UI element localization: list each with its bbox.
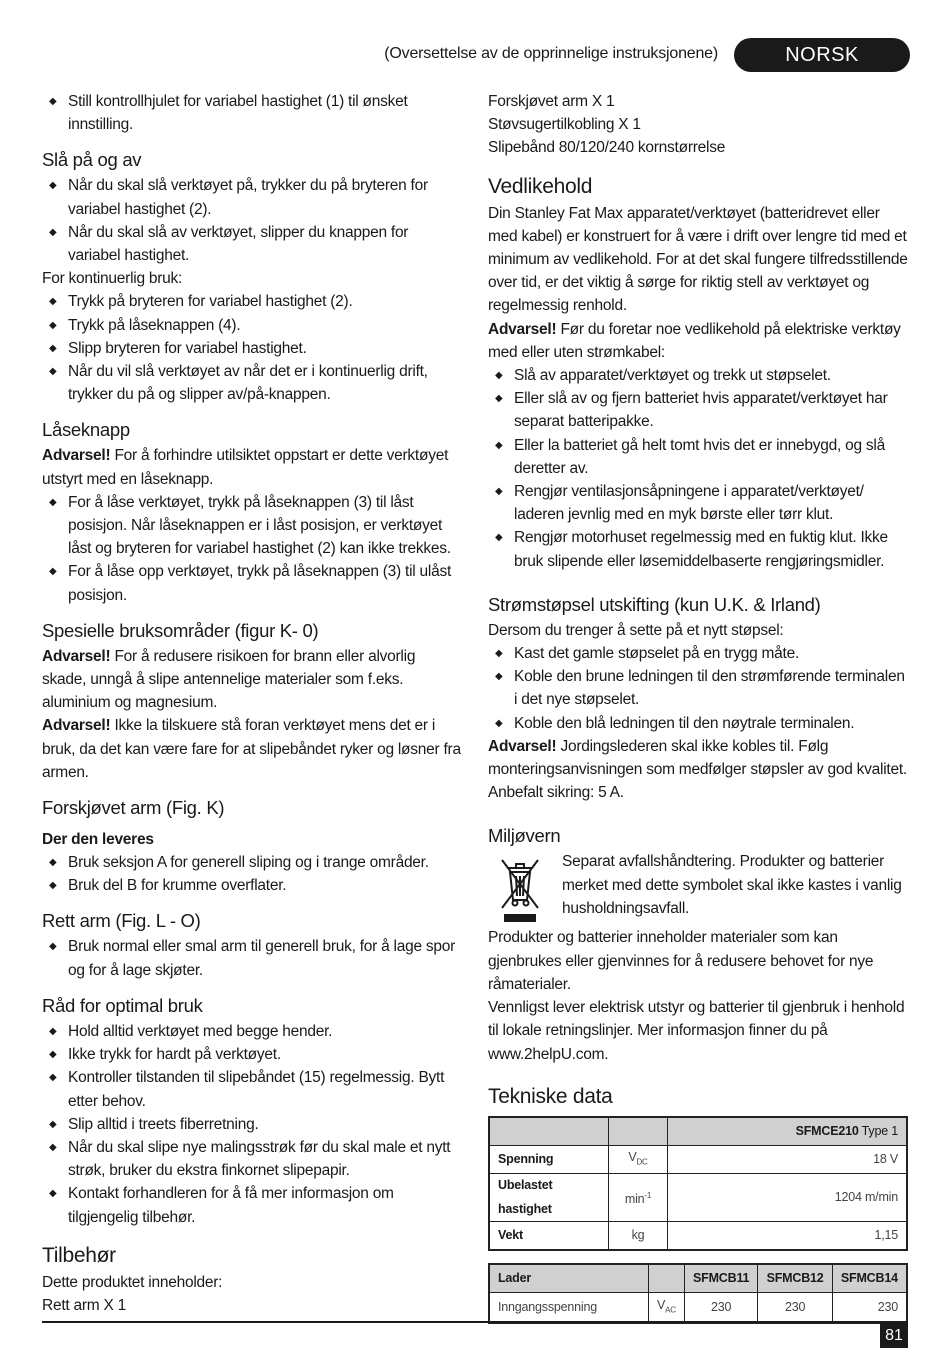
row-label: Ubelastet hastighet xyxy=(489,1174,609,1221)
list-item: ◆ Når du skal slå verktøyet på, trykker du på bryteren for variabel hastighet (2). xyxy=(42,174,462,220)
list-item: ◆ Slå av apparatet/verktøyet og trekk ut støpselet. xyxy=(488,364,910,387)
continuous-label: For kontinuerlig bruk: xyxy=(42,270,183,288)
list-item: ◆ Trykk på bryteren for variabel hastighet (2). xyxy=(42,290,462,313)
list-item: ◆ Rengjør ventilasjonsåpningene i apparatet/verktøyet/ laderen jevnlig med en myk børste eller tørr klut. xyxy=(488,480,910,526)
table-row xyxy=(489,1174,907,1221)
model-cell xyxy=(668,1117,908,1146)
table-cell xyxy=(489,1117,609,1146)
warning-label: Advarsel! xyxy=(42,447,111,465)
list-item: ◆ Kontakt forhandleren for å få mer informasjon om tilgjengelig tilbehør. xyxy=(42,1182,462,1228)
value-cell: 1,15 xyxy=(668,1221,908,1250)
warning-text: For å redusere risikoen for brann eller alvorlig skade, unngå å slipe antennelige materialer som f.eks. aluminium og magnesium. xyxy=(42,647,416,712)
list-item: ◆ Koble den brune ledningen til den strømførende terminalen i det nye støpselet. xyxy=(488,665,910,711)
lock-list xyxy=(42,491,462,607)
page-header xyxy=(0,38,950,74)
table-cell xyxy=(609,1117,668,1146)
charger-model: SFMCB14 xyxy=(832,1264,907,1293)
section-title-tech: Tekniske data xyxy=(488,1084,613,1108)
list-item: ◆ Eller la batteriet gå helt tomt hvis det er innebygd, og slå deretter av. xyxy=(488,434,910,480)
table-row xyxy=(489,1221,907,1250)
maintenance-text: Din Stanley Fat Max apparatet/verktøyet (batteridrevet eller med kabel) er konstruert for å være i drift over lengre tid med et minimum av vedlikehold. For at det skal fungere tilfredsstillende over tid, er det viktig å sørge for riktig stell av verktøyet og regelmessig renhold. xyxy=(488,204,908,315)
left-column xyxy=(42,90,462,1317)
accessory-item: Slipebånd 80/120/240 kornstørrelse xyxy=(488,139,726,157)
section-title-straight-arm: Rett arm (Fig. L - O) xyxy=(42,910,201,932)
warning-text: Jordingslederen skal ikke kobles til. Følg monteringsanvisningen som medfølger støpsler av god kvalitet. Anbefalt sikring: 5 A. xyxy=(488,737,907,802)
warning-label: Advarsel! xyxy=(42,647,111,665)
unit: min xyxy=(624,1192,645,1207)
unit-cell xyxy=(609,1145,668,1174)
right-column xyxy=(488,90,910,1324)
accessory-item: Støvsugertilkobling X 1 xyxy=(488,116,641,134)
section-title-maintenance: Vedlikehold xyxy=(488,174,593,198)
page-number: 81 xyxy=(880,1323,908,1348)
maintenance-warning xyxy=(488,318,910,364)
accessory-item: Forskjøvet arm X 1 xyxy=(488,93,615,110)
list-item: ◆ Still kontrollhjulet for variabel hastighet (1) til ønsket innstilling. xyxy=(42,90,462,136)
section-title-plug: Strømstøpsel utskifting (kun U.K. & Irland) xyxy=(488,593,821,615)
table-cell xyxy=(649,1264,685,1293)
list-item: ◆ Trykk på låseknappen (4). xyxy=(42,314,462,337)
on-off-list xyxy=(42,174,462,267)
warning-label: Advarsel! xyxy=(488,737,557,755)
list-item: ◆ Kast det gamle støpselet på en trygg måte. xyxy=(488,642,910,665)
accessories-intro: Dette produktet inneholder: xyxy=(42,1273,223,1291)
list-item: ◆ Hold alltid verktøyet med begge hender. xyxy=(42,1020,462,1043)
list-item: ◆ Slipp bryteren for variabel hastighet. xyxy=(42,337,462,360)
charger-model: SFMCB11 xyxy=(684,1264,758,1293)
offset-arm-subtitle: Der den leveres xyxy=(42,831,154,849)
section-title-accessories: Tilbehør xyxy=(42,1243,116,1267)
row-label: Vekt xyxy=(489,1221,609,1250)
language-badge: NORSK xyxy=(734,38,910,72)
table-row xyxy=(489,1292,907,1323)
unit: V xyxy=(628,1149,637,1164)
list-item: ◆ Når du skal slipe nye malingsstrøk før du skal male et nytt strøk, bruker du ekstra finkornet slipepapir. xyxy=(42,1136,462,1182)
table-row xyxy=(489,1264,907,1293)
plug-intro: Dersom du trenger å sette på et nytt støpsel: xyxy=(488,621,784,639)
charger-label: Lader xyxy=(489,1264,649,1293)
tech-table xyxy=(488,1116,908,1251)
table-row xyxy=(489,1145,907,1174)
special-warning-1 xyxy=(42,645,462,715)
list-item: ◆ Når du vil slå verktøyet av når det er i kontinuerlig drift, trykker du på og slipper av/på-knappen. xyxy=(42,360,462,406)
offset-arm-list xyxy=(42,851,462,897)
list-item: ◆ Når du skal slå av verktøyet, slipper du knappen for variabel hastighet. xyxy=(42,221,462,267)
value-cell: 230 xyxy=(758,1292,832,1323)
warning-label: Advarsel! xyxy=(488,320,557,338)
list-item: ◆ Bruk del B for krumme overflater. xyxy=(42,874,462,897)
maintenance-list xyxy=(488,364,910,573)
continuous-list xyxy=(42,290,462,406)
list-item: ◆ Ikke trykk for hardt på verktøyet. xyxy=(42,1043,462,1066)
list-item: ◆ Eller slå av og fjern batteriet hvis apparatet/verktøyet har separat batteripakke. xyxy=(488,387,910,433)
table-row xyxy=(489,1117,907,1146)
charger-model: SFMCB12 xyxy=(758,1264,832,1293)
speed-list xyxy=(42,90,462,136)
section-title-on-off: Slå på og av xyxy=(42,149,142,171)
model-name: SFMCE210 xyxy=(795,1123,859,1138)
warning-text: Ikke la tilskuere stå foran verktøyet mens det er i bruk, da det kan være fare for at slipebåndet ryker og løsner fra armen. xyxy=(42,717,461,781)
warning-label: Advarsel! xyxy=(42,717,111,735)
crossed-bin-icon xyxy=(496,854,544,926)
row-label: Spenning xyxy=(489,1145,609,1174)
section-title-special: Spesielle bruksområder (figur K- 0) xyxy=(42,619,319,641)
value-cell: 18 V xyxy=(668,1145,908,1174)
unit-cell xyxy=(649,1292,685,1323)
section-title-environment: Miljøvern xyxy=(488,825,561,847)
straight-arm-list xyxy=(42,935,462,981)
environment-block xyxy=(488,850,910,926)
section-title-offset-arm: Forskjøvet arm (Fig. K) xyxy=(42,797,225,819)
list-item: ◆ Slip alltid i treets fiberretning. xyxy=(42,1113,462,1136)
row-label: Inngangsspenning xyxy=(489,1292,649,1323)
unit-cell xyxy=(609,1174,668,1221)
environment-text-1: Produkter og batterier inneholder materialer som kan gjenbrukes eller gjenvinnes for å redusere behovet for nye råmaterialer. xyxy=(488,929,874,993)
value-cell: 230 xyxy=(684,1292,758,1323)
environment-icon-text: Separat avfallshåndtering. Produkter og batterier merket med dette symbolet skal ikke kastes i vanlig husholdningsavfall. xyxy=(562,853,902,917)
list-item: ◆ Rengjør motorhuset regelmessig med en fuktig klut. Ikke bruk slipende eller løsemiddelbaserte rengjøringsmidler. xyxy=(488,526,910,572)
unit-sub: AC xyxy=(665,1305,676,1315)
charger-table xyxy=(488,1263,908,1325)
tips-list xyxy=(42,1020,462,1229)
list-item: ◆ Kontroller tilstanden til slipebåndet (15) regelmessig. Bytt etter behov. xyxy=(42,1066,462,1112)
unit: V xyxy=(657,1297,666,1312)
value-cell: 230 xyxy=(832,1292,907,1323)
unit-sup: -1 xyxy=(644,1190,652,1200)
list-item: ◆ Koble den blå ledningen til den nøytrale terminalen. xyxy=(488,712,910,735)
unit-sub: DC xyxy=(636,1157,648,1167)
list-item: ◆ For å låse opp verktøyet, trykk på låseknappen (3) til ulåst posisjon. xyxy=(42,560,462,606)
plug-warning xyxy=(488,735,910,805)
lock-warning xyxy=(42,444,462,490)
header-subtitle: (Oversettelse av de opprinnelige instruksjonene) xyxy=(384,45,718,62)
value-cell: 1204 m/min xyxy=(668,1174,908,1221)
list-item: ◆ Bruk seksjon A for generell sliping og i trange områder. xyxy=(42,851,462,874)
footer-divider xyxy=(42,1321,908,1323)
list-item: ◆ For å låse verktøyet, trykk på låseknappen (3) til låst posisjon. Når låseknappen er i låst posisjon, er verktøyet låst og bryteren for variabel hastighet (2) kan ikke trekkes. xyxy=(42,491,462,561)
warning-text: For å forhindre utilsiktet oppstart er dette verktøyet utstyrt med en låseknapp. xyxy=(42,447,449,488)
list-item: ◆ Bruk normal eller smal arm til generell bruk, for å lage spor og for å lage skjøter. xyxy=(42,935,462,981)
special-warning-2 xyxy=(42,714,462,784)
warning-text: Før du foretar noe vedlikehold på elektriske verktøy med eller uten strømkabel: xyxy=(488,320,901,361)
model-type: Type 1 xyxy=(858,1123,898,1138)
unit-cell: kg xyxy=(609,1221,668,1250)
environment-text-2: Vennligst lever elektrisk utstyr og batterier til gjenbruk i henhold til lokale retningslinjer. Mer informasjon finner du på www.2helpU.com. xyxy=(488,999,905,1063)
accessory-item: Rett arm X 1 xyxy=(42,1296,126,1314)
section-title-tips: Råd for optimal bruk xyxy=(42,994,203,1016)
plug-list xyxy=(488,642,910,735)
section-title-lock: Låseknapp xyxy=(42,419,130,441)
